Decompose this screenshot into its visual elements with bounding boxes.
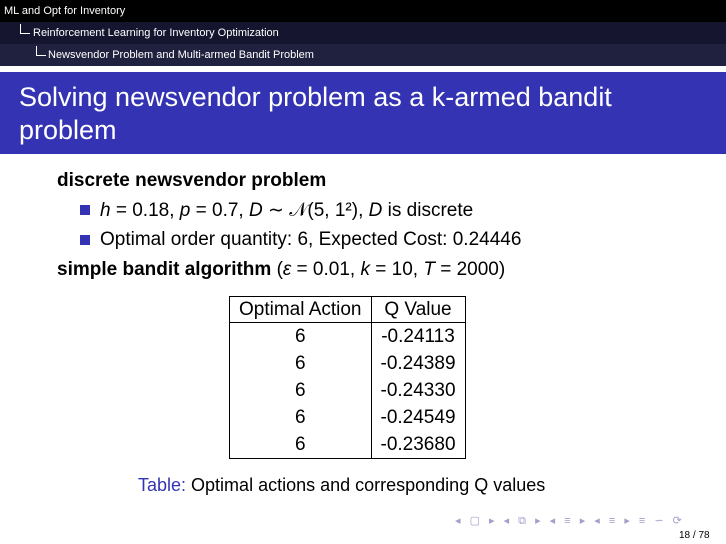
table-row bbox=[230, 350, 466, 377]
d-symbol-2: D bbox=[368, 200, 383, 221]
bullet-optimal-quantity: Optimal order quantity: 6, Expected Cost: 0.24446 bbox=[100, 229, 522, 250]
header-subsubsection-bar bbox=[0, 44, 726, 66]
table-row bbox=[230, 377, 466, 404]
cell-action: 6 bbox=[230, 404, 372, 431]
cell-action: 6 bbox=[230, 377, 372, 404]
bullet-parameters bbox=[100, 199, 473, 222]
column-header-q-value: Q Value bbox=[371, 297, 465, 323]
cell-action: 6 bbox=[230, 431, 372, 459]
cell-q-value: -0.24549 bbox=[380, 406, 456, 428]
caption-label: Table: bbox=[138, 475, 187, 495]
distribution: ∼ 𝒩(5, 1²), bbox=[262, 200, 369, 221]
header-section-bar bbox=[0, 0, 726, 22]
header-subsubsection[interactable]: Newsvendor Problem and Multi-armed Bandit Problem bbox=[48, 49, 314, 61]
table-caption bbox=[138, 475, 545, 496]
table-row bbox=[230, 431, 466, 459]
navigation-symbols[interactable]: ◂ ▢ ▸ ◂ ⧉ ▸ ◂ ≡ ▸ ◂ ≡ ▸ ≡ ∽ ⟳ bbox=[455, 515, 685, 527]
discrete-note: is discrete bbox=[382, 200, 474, 221]
cell-action: 6 bbox=[230, 350, 372, 377]
h-value: = 0.18, bbox=[110, 200, 180, 221]
epsilon-symbol: ε bbox=[282, 259, 292, 280]
tree-corner-icon bbox=[36, 46, 46, 56]
column-header-action: Optimal Action bbox=[230, 297, 372, 323]
heading-simple-bandit: simple bandit algorithm bbox=[57, 259, 272, 280]
p-symbol: p bbox=[179, 200, 191, 221]
table-row bbox=[230, 404, 466, 431]
frame-title-bar bbox=[0, 72, 726, 154]
paren-open: ( bbox=[271, 259, 283, 280]
table-header-row bbox=[230, 297, 466, 323]
cell-q-value: -0.24330 bbox=[380, 379, 456, 401]
tree-corner-icon bbox=[20, 24, 30, 34]
bullet-icon bbox=[80, 205, 90, 215]
epsilon-value: = 0.01, bbox=[291, 259, 361, 280]
cell-q-value: -0.24113 bbox=[381, 325, 455, 347]
t-value: = 2000) bbox=[434, 259, 506, 280]
t-symbol: T bbox=[423, 259, 435, 280]
table-row bbox=[230, 323, 466, 351]
bullet-icon bbox=[80, 235, 90, 245]
p-value: = 0.7, bbox=[190, 200, 249, 221]
heading-discrete-newsvendor: discrete newsvendor problem bbox=[57, 170, 327, 191]
frame-title: Solving newsvendor problem as a k-armed bandit problem bbox=[19, 82, 612, 145]
h-symbol: h bbox=[100, 200, 111, 221]
header-section[interactable]: ML and Opt for Inventory bbox=[4, 5, 126, 17]
d-symbol: D bbox=[248, 200, 263, 221]
k-value: = 10, bbox=[369, 259, 424, 280]
header-subsection-bar bbox=[0, 22, 726, 44]
header-subsection[interactable]: Reinforcement Learning for Inventory Optimization bbox=[33, 27, 279, 39]
page-number: 18 / 78 bbox=[679, 530, 710, 541]
cell-action: 6 bbox=[230, 323, 372, 351]
results-table bbox=[229, 296, 466, 459]
cell-q-value: -0.24389 bbox=[380, 352, 456, 374]
bandit-algorithm-line bbox=[57, 259, 505, 281]
cell-q-value: -0.23680 bbox=[380, 433, 456, 455]
caption-text: Optimal actions and corresponding Q values bbox=[186, 475, 546, 495]
k-symbol: k bbox=[360, 259, 370, 280]
